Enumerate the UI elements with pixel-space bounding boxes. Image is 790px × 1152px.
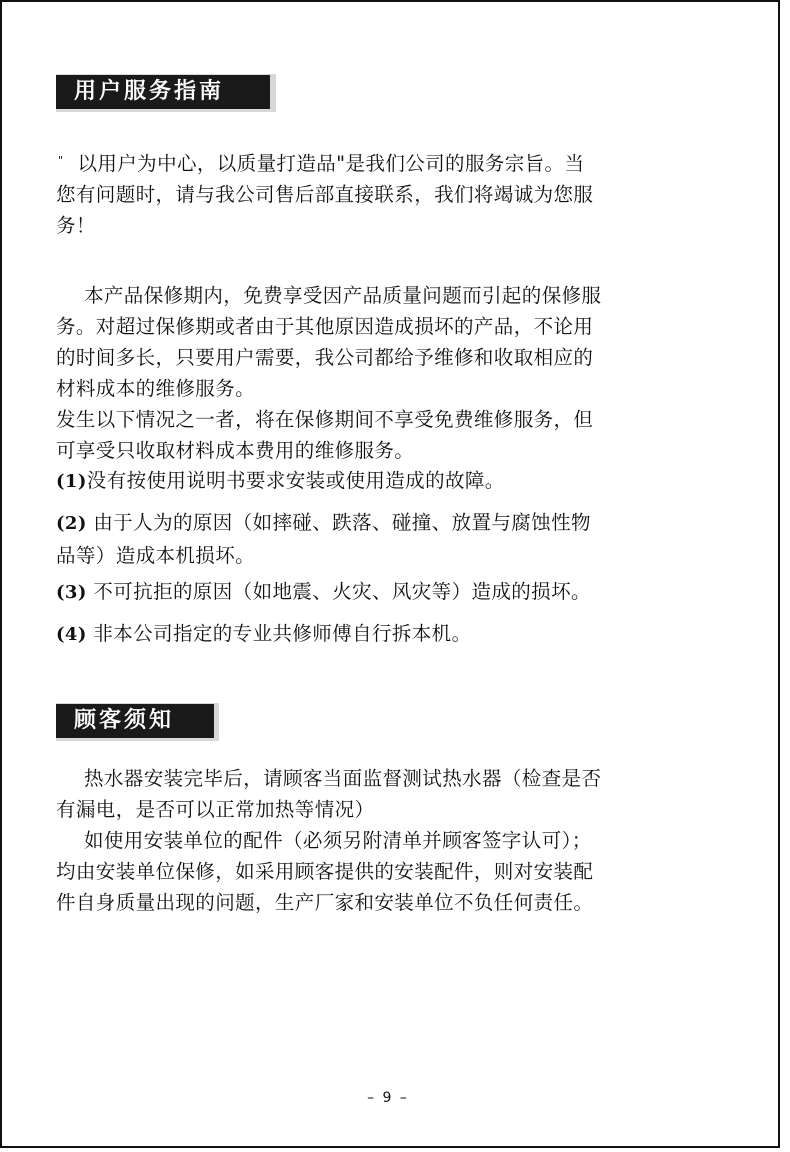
page-number: – 9 – xyxy=(367,1090,409,1106)
customer-notice-paragraph xyxy=(56,763,720,918)
warranty-line-6: 可享受只收取材料成本费用的维修服务。 xyxy=(56,439,415,462)
notice-line-3: 如使用安装单位的配件（必须另附清单并顾客签字认可）； xyxy=(84,829,592,852)
warranty-line-2: 务。对超过保修期或者由于其他原因造成损坏的产品，不论用 xyxy=(56,315,594,338)
warranty-line-3: 的时间多长，只要用户需要，我公司都给予维修和收取相应的 xyxy=(56,346,594,369)
service-intro-line-1: " 以用户为中心，以质量打造品"是我们公司的服务宗旨。当 xyxy=(58,152,585,175)
warranty-line-4: 材料成本的维修服务。 xyxy=(56,377,256,400)
customer-notice-heading: 顾客须知 xyxy=(56,704,214,738)
notice-line-1: 热水器安装完毕后，请顾客当面监督测试热水器（检查是否 xyxy=(84,767,602,790)
service-guide-heading: 用户服务指南 xyxy=(56,75,270,109)
item-number: (1) xyxy=(56,471,87,492)
item-number: (2) xyxy=(56,513,87,534)
service-intro-line-3: 务！ xyxy=(56,214,96,237)
item-number: (4) xyxy=(56,624,87,645)
exception-item-4 xyxy=(56,618,720,650)
document-page xyxy=(56,0,720,1152)
warranty-line-5: 发生以下情况之一者，将在保修期间不享受免费维修服务，但 xyxy=(56,408,594,431)
item-text: 非本公司指定的专业共修师傅自行拆本机。 xyxy=(93,622,472,645)
item-text: 品等）造成本机损坏。 xyxy=(56,544,256,567)
warranty-line-1: 本产品保修期内，免费享受因产品质量问题而引起的保修服 xyxy=(84,284,602,307)
open-quote-mark: " xyxy=(58,154,64,167)
exception-item-2-continued xyxy=(56,540,720,571)
item-text: 不可抗拒的原因（如地震、火灾、风灾等）造成的损坏。 xyxy=(93,580,591,603)
exception-item-1 xyxy=(56,465,720,497)
exception-item-2 xyxy=(56,507,720,539)
item-number: (3) xyxy=(56,582,87,603)
item-text: 没有按使用说明书要求安装或使用造成的故障。 xyxy=(86,469,505,492)
notice-line-2: 有漏电，是否可以正常加热等情况） xyxy=(56,798,375,821)
item-text: 由于人为的原因（如摔碰、跌落、碰撞、放置与腐蚀性物 xyxy=(93,511,591,534)
notice-line-4: 均由安装单位保修，如采用顾客提供的安装配件，则对安装配 xyxy=(56,860,594,883)
exception-item-3 xyxy=(56,576,720,608)
notice-line-5: 件自身质量出现的问题，生产厂家和安装单位不负任何责任。 xyxy=(56,891,594,914)
service-intro-line-2: 您有问题时，请与我公司售后部直接联系，我们将竭诚为您服 xyxy=(56,183,594,206)
service-intro-paragraph xyxy=(56,145,720,241)
warranty-paragraph xyxy=(56,280,720,466)
